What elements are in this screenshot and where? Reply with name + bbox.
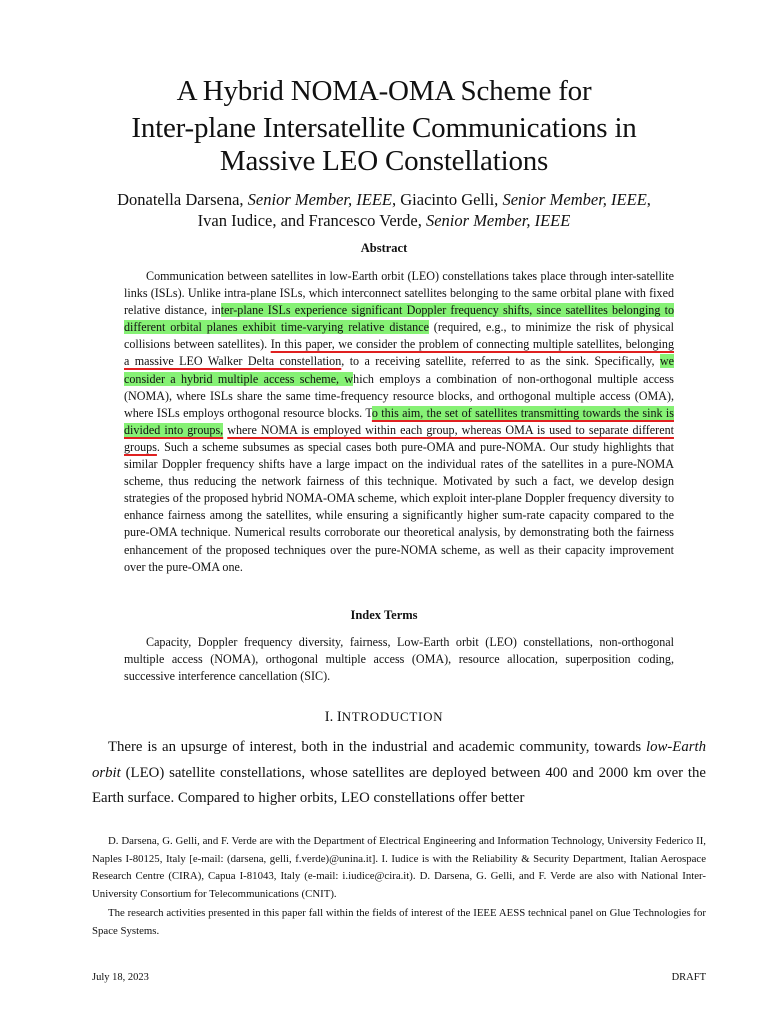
abstract-heading: Abstract: [360, 241, 408, 255]
body-text: (LEO) satellite constellations, whose satellites are deployed between 400 and 2000 km over the Earth surface. Compared to higher orbits, LEO constellations offer better: [92, 764, 706, 806]
abstract-paragraph: [124, 268, 674, 576]
emphasized-term: low-Earth orbit: [92, 739, 706, 781]
author-name: Donatella Darsena,: [117, 190, 244, 209]
highlighted-text: o this aim, the set of satellites transmitting towards the sink is divided into groups,: [124, 405, 674, 437]
highlighted-text: ter-plane ISLs experience significant Doppler frequency shifts, since satellites belonging to different orbital planes exhibit time-varying relative distance: [124, 303, 675, 335]
body-text: There is an upsurge of interest, both in the industrial and academic community, towards: [108, 739, 646, 755]
abstract-text: . Such a scheme subsumes as special cases both pure-OMA and pure-NOMA. Our study highlights that similar Doppler frequency shifts have a large impact on the individual rates of the satellites in a pure-NOMA scheme, thus reducing the network fairness of this technique. Motivated by such a fact, we develop design strategies of the proposed hybrid NOMA-OMA scheme, which exploit inter-plane Doppler frequency diversity to enhance fairness among the satellites, while ensuring a significantly higher sum-rate capacity compared to the pure-OMA technique. Numerical results corroborate our theoretical analysis, by demonstrating both the fairness enhancement of the proposed techniques over the pure-NOMA scheme, as well as their capacity improvement over the pure-OMA one.: [124, 439, 674, 574]
footnotes: [92, 833, 706, 940]
author-membership: Senior Member, IEEE: [247, 190, 392, 209]
abstract-text: Communication between satellites in low-Earth orbit (LEO) constellations takes place through inter-satellite links (ISLs). Unlike intra-plane ISLs, which interconnect satellites belonging to the same orbital plane with fixed relative distance, in: [124, 269, 674, 318]
section-title-initial: I: [336, 709, 342, 725]
author-separator: ,: [646, 190, 651, 209]
author-name: , Giacinto Gelli,: [392, 190, 499, 209]
author-line-2: [0, 211, 768, 231]
section-title-rest: NTRODUCTION: [341, 709, 444, 724]
index-terms-text: Capacity, Doppler frequency diversity, fairness, Low-Earth orbit (LEO) constellations, non-orthogonal multiple access (NOMA), orthogonal multiple access (OMA), resource allocation, superposition coding, successive interference cancellation (SIC).: [124, 635, 674, 684]
footer-draft-label: DRAFT: [671, 972, 706, 983]
footnote-funding: The research activities presented in this paper fall within the fields of interest of the IEEE AESS technical panel on Glue Technologies for Space Systems.: [92, 907, 706, 937]
author-membership: Senior Member, IEEE: [502, 190, 647, 209]
introduction-heading: [0, 709, 768, 725]
author-name: Ivan Iudice, and Francesco Verde,: [197, 211, 422, 230]
index-terms-body: [124, 634, 674, 685]
author-membership: Senior Member, IEEE: [425, 211, 571, 230]
section-number: I.: [324, 709, 334, 725]
abstract-body: [124, 268, 674, 576]
paper-title-line-1: A Hybrid NOMA-OMA Scheme for: [176, 75, 592, 107]
introduction-paragraph: [92, 735, 706, 812]
introduction-body: [92, 735, 706, 812]
highlighted-text: we consider a hybrid multiple access scheme, w: [124, 354, 674, 386]
paper-title-line-3: Massive LEO Constellations: [219, 145, 549, 177]
paper-title-line-2: Inter-plane Intersatellite Communications in: [131, 112, 637, 144]
underlined-text: In this paper, we consider the problem of connecting multiple satellites, belonging a massive LEO Walker Delta constellation: [124, 337, 675, 369]
footer-date: July 18, 2023: [92, 972, 149, 983]
author-line-1: [0, 190, 768, 210]
index-terms-heading: Index Terms: [350, 608, 418, 622]
underlined-text: where NOMA is employed within each group, whereas OMA is used to separate different groups: [124, 422, 674, 454]
abstract-text: , to a receiving satellite, referred to as the sink. Specifically,: [341, 354, 660, 369]
abstract-text: (required, e.g., to minimize the risk of physical collisions between satellites).: [124, 320, 675, 352]
footnote-affiliations: D. Darsena, G. Gelli, and F. Verde are with the Department of Electrical Engineering and Information Technology, University Federico II, Naples I-80125, Italy [e-mail: (darsena, gelli, f.verde)@unina.it]. I. Iudice is with the Reliability & Security Department, Italian Aerospace Research Centre (CIRA), Capua I-81043, Italy (e-mail: i.iudice@cira.it). D. Darsena, G. Gelli, and F. Verde are also with National Inter-University Consortium for Telecommunications (CNIT).: [92, 835, 706, 900]
abstract-text: hich employs a combination of non-orthogonal multiple access (NOMA), where ISLs share the same time-frequency resource blocks, and orthogonal multiple access (OMA), where ISLs employs orthogonal resource blocks. T: [124, 371, 674, 420]
